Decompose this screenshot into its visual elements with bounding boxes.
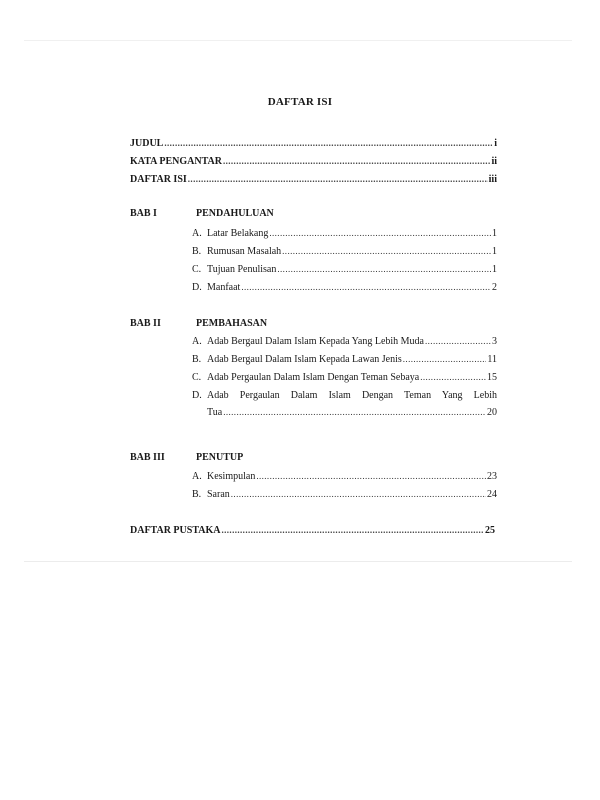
leader-dots xyxy=(223,156,490,166)
toc-entry-kata-pengantar xyxy=(130,156,497,170)
toc-entry-label: DAFTAR PUSTAKA xyxy=(130,525,221,536)
item-page: 24 xyxy=(487,489,497,500)
item-page: 2 xyxy=(492,282,497,293)
item-letter: B. xyxy=(192,354,202,365)
toc-item xyxy=(192,246,497,260)
leader-dots xyxy=(425,336,491,346)
chapter-title: PENDAHULUAN xyxy=(196,208,274,219)
leader-dots xyxy=(221,525,484,535)
toc-entry-daftar-pustaka xyxy=(130,525,495,539)
item-label: Latar Belakang xyxy=(207,228,269,239)
toc-entry-judul xyxy=(130,138,497,152)
item-page: 1 xyxy=(492,228,497,239)
toc-entry-label: JUDUL xyxy=(130,138,164,149)
leader-dots xyxy=(269,228,491,238)
item-label: Adab Bergaul Dalam Islam Kepada Lawan Jenis xyxy=(207,354,402,365)
item-letter: B. xyxy=(192,489,202,500)
item-label: Manfaat xyxy=(207,282,241,293)
toc-entry-page: ii xyxy=(491,156,497,167)
toc-entry-page: i xyxy=(494,138,497,149)
leader-dots xyxy=(277,264,491,274)
toc-entry-label: DAFTAR ISI xyxy=(130,174,187,185)
toc-entry-daftar-isi xyxy=(130,174,497,188)
toc-item xyxy=(192,264,497,278)
leader-dots xyxy=(403,354,487,364)
item-page: 23 xyxy=(487,471,497,482)
toc-item xyxy=(192,489,497,503)
item-page: 3 xyxy=(492,336,497,347)
item-page: 1 xyxy=(492,264,497,275)
leader-dots xyxy=(188,174,488,184)
item-label: Rumusan Masalah xyxy=(207,246,282,257)
item-label: Tujuan Penulisan xyxy=(207,264,277,275)
leader-dots xyxy=(420,372,486,382)
leader-dots xyxy=(282,246,491,256)
toc-entry-label: KATA PENGANTAR xyxy=(130,156,222,167)
toc-item-continuation xyxy=(207,407,497,421)
toc-item xyxy=(192,372,497,386)
leader-dots xyxy=(164,138,493,148)
item-letter: D. xyxy=(192,390,202,401)
item-letter: C. xyxy=(192,372,202,383)
leader-dots xyxy=(223,407,486,417)
item-letter: C. xyxy=(192,264,202,275)
chapter-title: PEMBAHASAN xyxy=(196,318,268,329)
item-label: Adab Pergaulan Dalam Islam Dengan Teman Yang Lebih xyxy=(207,390,497,401)
chapter-number: BAB III xyxy=(130,452,165,463)
leader-dots xyxy=(241,282,491,292)
item-letter: A. xyxy=(192,336,202,347)
item-letter: B. xyxy=(192,246,202,257)
chapter-number: BAB I xyxy=(130,208,157,219)
item-page: 20 xyxy=(487,407,497,418)
toc-item xyxy=(192,228,497,242)
toc-item-first-line xyxy=(192,390,497,401)
item-label: Adab Pergaulan Dalam Islam Dengan Teman Sebaya xyxy=(207,372,420,383)
leader-dots xyxy=(231,489,486,499)
item-label: Saran xyxy=(207,489,230,500)
item-label: Adab Bergaul Dalam Islam Kepada Yang Lebih Muda xyxy=(207,336,424,347)
toc-entry-page: iii xyxy=(488,174,497,185)
item-label: Kesimpulan xyxy=(207,471,256,482)
leader-dots xyxy=(256,471,486,481)
toc-item xyxy=(192,336,497,350)
page-title: DAFTAR ISI xyxy=(267,96,333,108)
item-letter: A. xyxy=(192,471,202,482)
item-page: 1 xyxy=(492,246,497,257)
item-page: 11 xyxy=(487,354,497,365)
toc-item xyxy=(192,471,497,485)
chapter-number: BAB II xyxy=(130,318,161,329)
item-page: 15 xyxy=(487,372,497,383)
item-letter: A. xyxy=(192,228,202,239)
chapter-title: PENUTUP xyxy=(196,452,244,463)
item-letter: D. xyxy=(192,282,202,293)
item-label-continuation: Tua xyxy=(207,407,223,418)
toc-item xyxy=(192,282,497,296)
toc-entry-page: 25 xyxy=(485,525,495,536)
toc-item xyxy=(192,354,497,368)
